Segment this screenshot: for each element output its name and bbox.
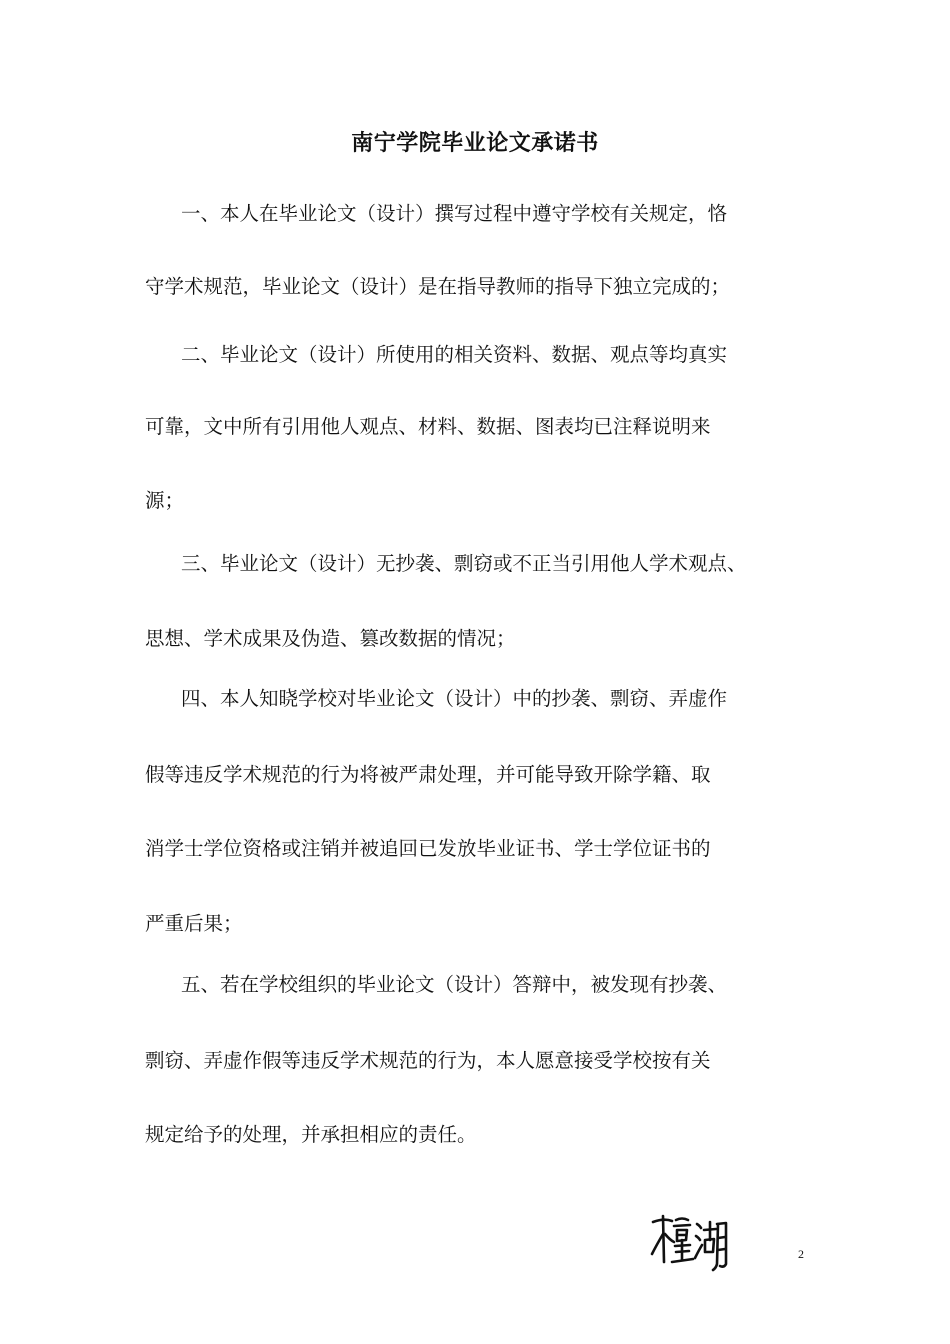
body-line: 五、若在学校组织的毕业论文（设计）答辩中，被发现有抄袭、 [181, 973, 728, 996]
body-line: 规定给予的处理，并承担相应的责任。 [145, 1123, 477, 1146]
body-line: 守学术规范，毕业论文（设计）是在指导教师的指导下独立完成的； [145, 275, 731, 298]
body-line: 可靠，文中所有引用他人观点、材料、数据、图表均已注释说明来 [145, 415, 711, 438]
body-line: 剽窃、弄虚作假等违反学术规范的行为，本人愿意接受学校按有关 [145, 1049, 711, 1072]
body-line: 假等违反学术规范的行为将被严肃处理，并可能导致开除学籍、取 [145, 763, 711, 786]
body-line: 二、毕业论文（设计）所使用的相关资料、数据、观点等均真实 [181, 343, 728, 366]
body-line: 源； [145, 489, 185, 512]
body-line: 一、本人在毕业论文（设计）撰写过程中遵守学校有关规定，恪 [181, 202, 728, 225]
page-number: 2 [798, 1247, 804, 1261]
body-line: 思想、学术成果及伪造、篡改数据的情况； [145, 627, 516, 650]
handwritten-signature [650, 1212, 732, 1274]
document-title: 南宁学院毕业论文承诺书 [351, 130, 599, 156]
body-line: 四、本人知晓学校对毕业论文（设计）中的抄袭、剽窃、弄虚作 [181, 687, 728, 710]
body-line: 严重后果； [145, 912, 243, 935]
body-line: 消学士学位资格或注销并被追回已发放毕业证书、学士学位证书的 [145, 837, 711, 860]
body-line: 三、毕业论文（设计）无抄袭、剽窃或不正当引用他人学术观点、 [181, 552, 747, 575]
